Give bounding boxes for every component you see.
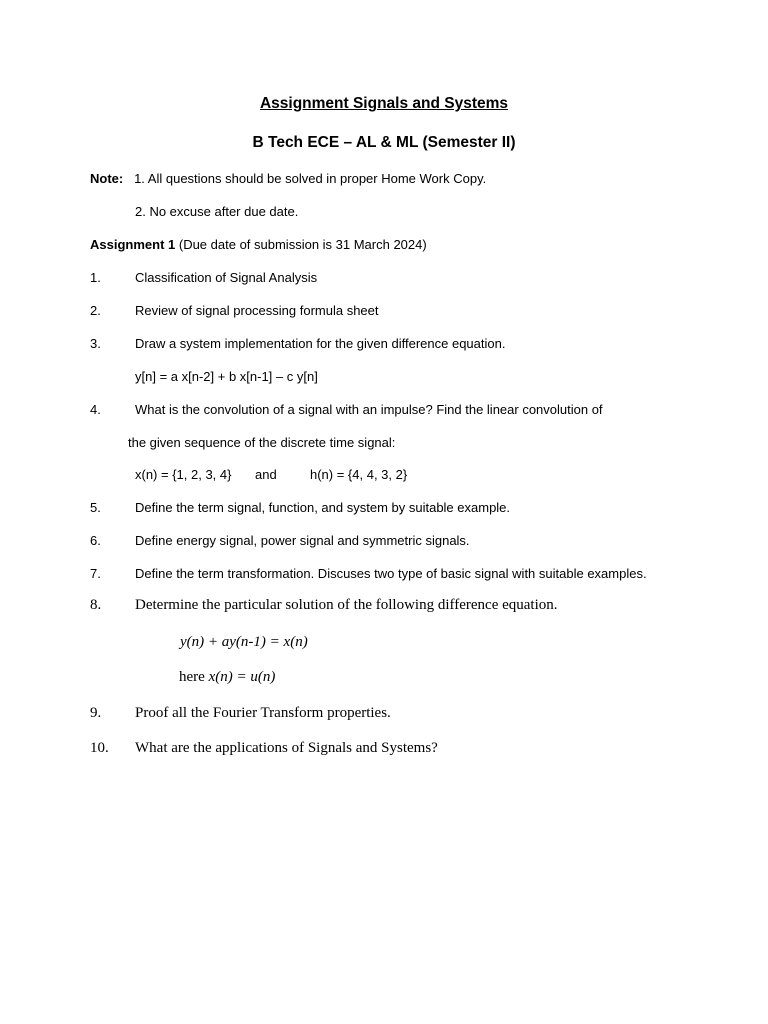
condition-prefix: here: [179, 669, 209, 685]
sequence-h: h(n) = {4, 4, 3, 2}: [310, 467, 408, 482]
question-text: Proof all the Fourier Transform properties.: [135, 705, 391, 721]
question-text: Define the term signal, function, and system by suitable example.: [135, 500, 511, 515]
question-text: What is the convolution of a signal with an impulse? Find the linear convolution of: [135, 402, 603, 417]
question-text: Determine the particular solution of the following difference equation.: [135, 597, 558, 613]
assignment-header: [90, 237, 427, 252]
sequence-x: x(n) = {1, 2, 3, 4}: [135, 467, 232, 482]
question-text: Define energy signal, power signal and symmetric signals.: [135, 533, 470, 548]
question-text: Define the term transformation. Discuses two type of basic signal with suitable examples.: [135, 566, 647, 581]
sequence-and: and: [255, 467, 277, 482]
question-text: Draw a system implementation for the given difference equation.: [135, 336, 506, 351]
question-number: 3.: [90, 336, 101, 351]
question-condition: [179, 669, 275, 686]
note-line-1: [90, 171, 486, 186]
note-text-1: 1. All questions should be solved in proper Home Work Copy.: [134, 171, 487, 186]
document-subtitle: B Tech ECE – AL & ML (Semester II): [252, 134, 516, 151]
question-number: 7.: [90, 566, 101, 581]
question-text-continued: the given sequence of the discrete time signal:: [128, 435, 396, 450]
assignment-label: Assignment 1: [90, 237, 176, 252]
assignment-due: (Due date of submission is 31 March 2024): [175, 237, 427, 252]
question-number: 1.: [90, 270, 101, 285]
question-number: 2.: [90, 303, 101, 318]
condition-equation: x(n) = u(n): [208, 669, 276, 685]
question-number: 4.: [90, 402, 101, 417]
question-text: What are the applications of Signals and Systems?: [135, 740, 438, 756]
question-text: Classification of Signal Analysis: [135, 270, 318, 285]
question-number: 9.: [90, 705, 102, 721]
question-number: 5.: [90, 500, 101, 515]
document-title: Assignment Signals and Systems: [259, 95, 509, 112]
question-number: 8.: [90, 597, 102, 613]
note-label: Note:: [90, 171, 124, 186]
question-equation: y[n] = a x[n-2] + b x[n-1] – c y[n]: [135, 369, 318, 384]
question-number: 6.: [90, 533, 101, 548]
note-line-2: 2. No excuse after due date.: [135, 204, 299, 219]
question-equation: y(n) + ay(n-1) = x(n): [180, 634, 308, 650]
question-text: Review of signal processing formula sheet: [135, 303, 379, 318]
question-number: 10.: [90, 740, 109, 756]
